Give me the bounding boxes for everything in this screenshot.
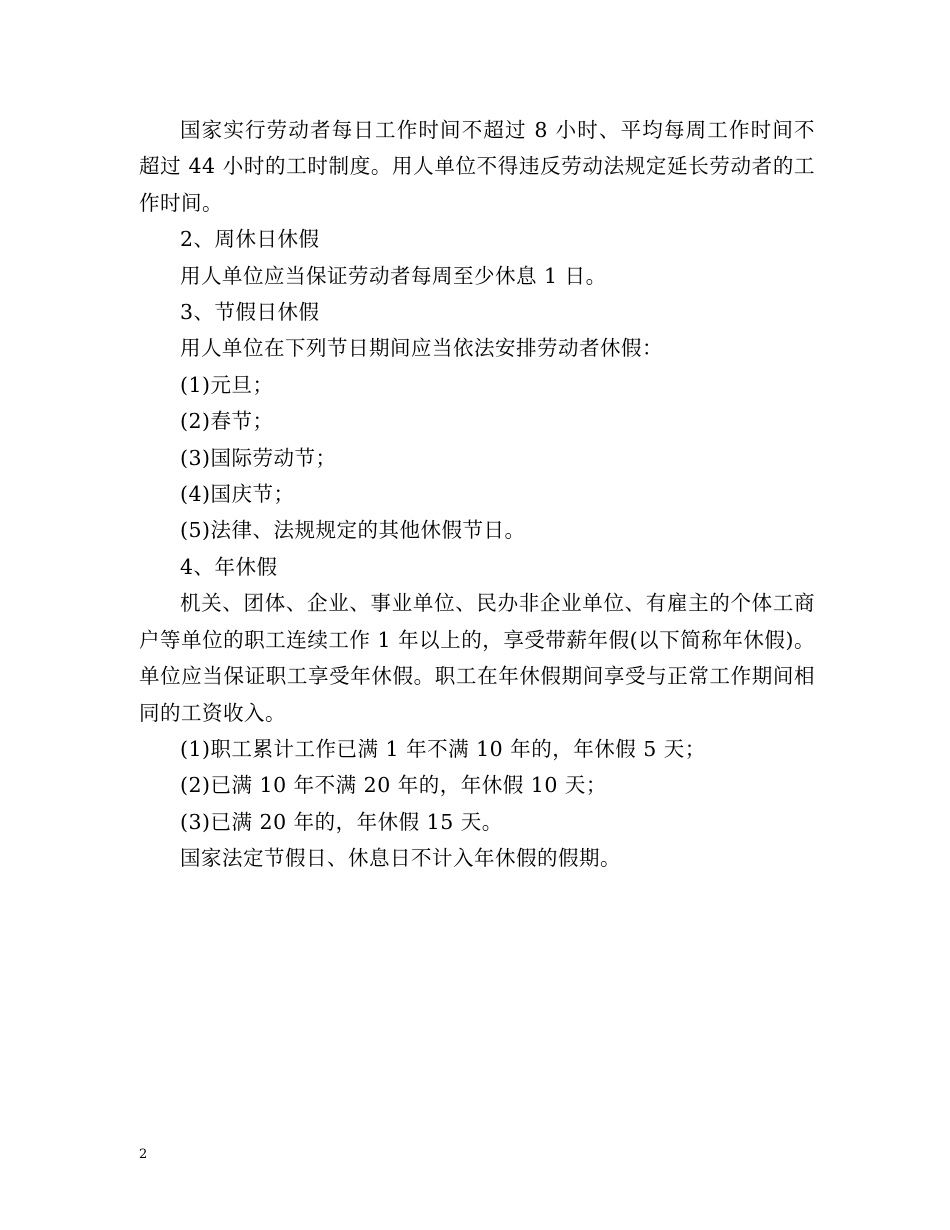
list-item-annual-leave: (2)已满 10 年不满 20 年的，年休假 10 天； — [180, 773, 607, 798]
document-body — [139, 112, 815, 877]
paragraph-annual-leave-exclusion: 国家法定节假日、休息日不计入年休假的假期。 — [180, 846, 621, 871]
page-number: 2 — [139, 1147, 148, 1162]
heading-weekly-rest: 2、周休日休假 — [180, 227, 320, 252]
list-item-holiday: (3)国际劳动节； — [180, 445, 337, 470]
list-item-holiday: (4)国庆节； — [180, 482, 295, 507]
heading-annual-leave: 4、年休假 — [180, 554, 278, 579]
paragraph-weekly-rest: 用人单位应当保证劳动者每周至少休息 1 日。 — [180, 263, 607, 288]
heading-holiday-leave: 3、节假日休假 — [180, 300, 320, 325]
list-item-holiday: (5)法律、法规规定的其他休假节日。 — [180, 518, 526, 543]
paragraph-work-hours: 国家实行劳动者每日工作时间不超过 8 小时、平均每周工作时间不超过 44 小时的工时制度。用人单位不得违反劳动法规定延长劳动者的工作时间。 — [139, 118, 815, 215]
list-item-holiday: (1)元旦； — [180, 372, 274, 397]
list-item-annual-leave: (1)职工累计工作已满 1 年不满 10 年的，年休假 5 天； — [180, 736, 706, 761]
paragraph-annual-leave: 机关、团体、企业、事业单位、民办非企业单位、有雇主的个体工商户等单位的职工连续工作 1 年以上的，享受带薪年假(以下简称年休假)。单位应当保证职工享受年休假。职工在年休假期间享受与正常工作期间相同的工资收入。 — [139, 591, 815, 725]
paragraph-holiday-intro: 用人单位在下列节日期间应当依法安排劳动者休假： — [180, 336, 663, 361]
list-item-annual-leave: (3)已满 20 年的，年休假 15 天。 — [180, 809, 503, 834]
list-item-holiday: (2)春节； — [180, 409, 274, 434]
